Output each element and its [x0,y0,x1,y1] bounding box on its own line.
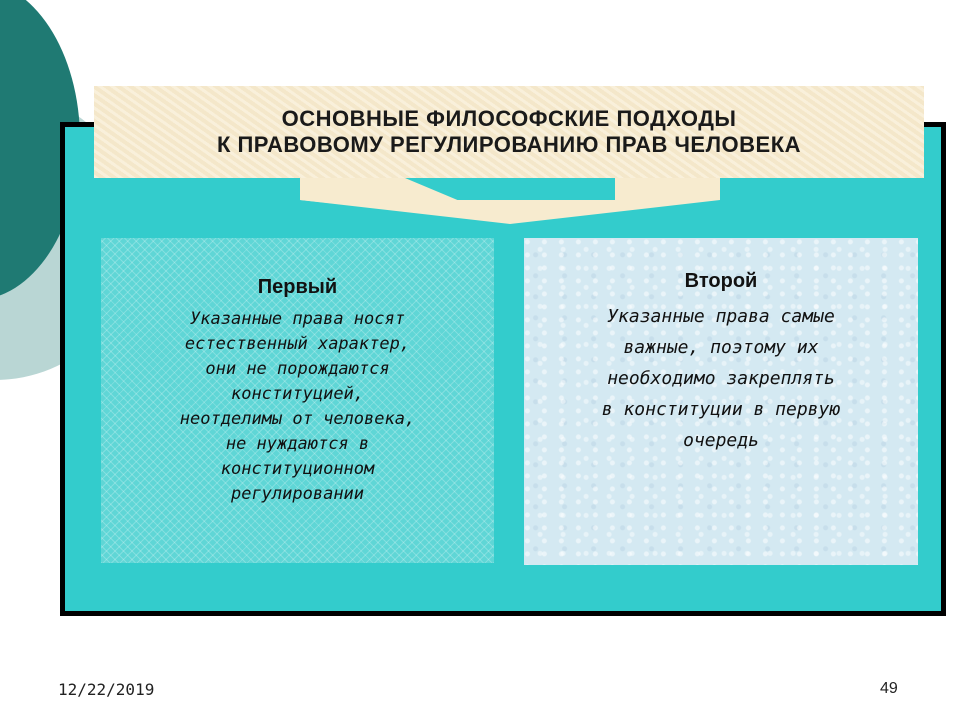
card-first-line: неотделимы от человека, [179,409,416,429]
card-second-line: важные, поэтому их [623,337,819,358]
card-first-line: не нуждаются в [225,434,370,454]
card-first-line: конституционном [220,459,375,479]
connector-arrow [300,178,720,226]
card-heading-second: Второй [684,270,758,292]
card-second-line: необходимо закреплять [607,368,835,389]
card-first-line: Указанные права носят [190,309,405,329]
arrow-point [300,200,720,224]
slide-title-line-2: К ПРАВОВОМУ РЕГУЛИРОВАНИЮ ПРАВ ЧЕЛОВЕКА [216,132,802,157]
slide-title-line-1: ОСНОВНЫЕ ФИЛОСОФСКИЕ ПОДХОДЫ [281,106,737,131]
card-first-approach [101,238,494,563]
title-banner [94,86,924,178]
card-second-line: очередь [683,430,759,451]
card-first-line: конституцией, [230,384,365,404]
card-second-approach [524,238,918,565]
page-number: 49 [880,680,898,697]
card-second-line: Указанные права самые [607,306,835,327]
arrow-right-block [615,178,720,200]
card-body-second [536,301,906,456]
card-first-line: они не порождаются [205,359,390,379]
card-heading-first: Первый [257,276,338,298]
arrow-left-block [300,178,405,200]
card-first-line: естественный характер, [184,334,411,354]
footer-date: 12/22/2019 [58,680,155,699]
card-body-first [118,307,478,507]
card-second-line: в конституции в первую [601,399,841,420]
card-first-line: регулировании [230,484,365,504]
